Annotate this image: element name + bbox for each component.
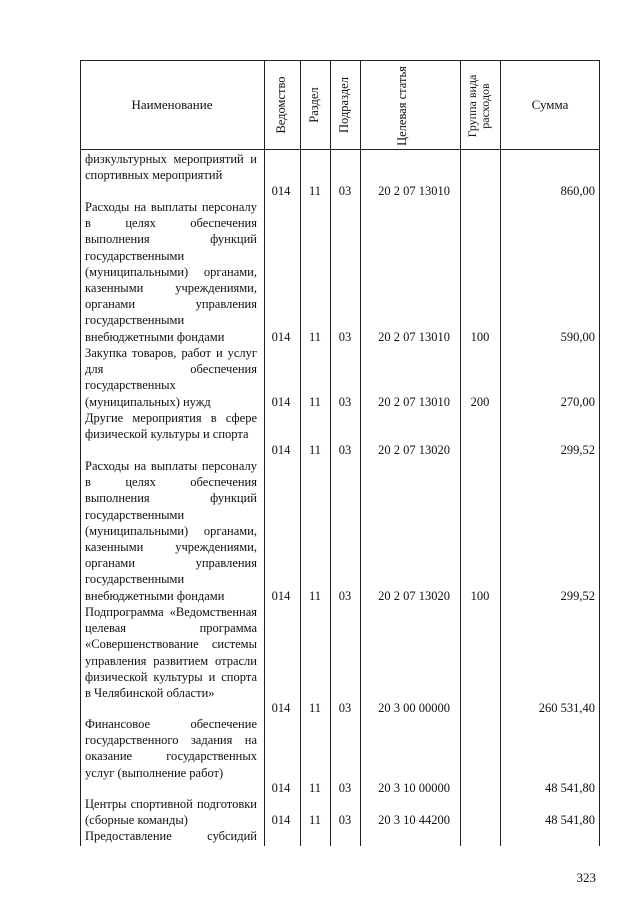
header-name: Наименование: [131, 96, 213, 112]
row-1-summa: 590,00: [560, 330, 595, 344]
row-2-summa: 270,00: [560, 395, 595, 409]
row-7-tselevaya: 20 3 10 44200: [378, 813, 450, 827]
row-4-summa: 299,52: [560, 589, 595, 603]
row-5-summa: 260 531,40: [538, 701, 595, 715]
row-0-description: физкультурных мероприятий и спортивных мероприятий: [85, 152, 257, 183]
row-3-tselevaya: 20 2 07 13020: [378, 443, 450, 457]
row-6-ved: 014: [271, 781, 291, 795]
header-gruppa: [466, 64, 494, 148]
row-1-podrazdel: 03: [338, 330, 352, 344]
row-1-tselevaya: 20 2 07 13010: [378, 330, 450, 344]
row-6-summa: 48 541,80: [545, 781, 595, 795]
row-3-podrazdel: 03: [338, 443, 352, 457]
header-tselevaya: [395, 64, 423, 148]
row-3-description: Другие мероприятия в сфере физической культуры и спорта: [85, 411, 257, 442]
row-3-ved: 014: [271, 443, 291, 457]
col-divider-6: [500, 60, 501, 846]
row-6-podrazdel: 03: [338, 781, 352, 795]
row-0-tselevaya: 20 2 07 13010: [378, 184, 450, 198]
col-divider-1: [264, 60, 265, 846]
row-4-description: Расходы на выплаты персоналу в целях обеспечения выполнения функций государственными (муниципальными) органами, казенными учреждениями, органами управления государственными внебюджетными фондами: [85, 459, 257, 603]
row-3-summa: 299,52: [560, 443, 595, 457]
row-4-razdel: 11: [308, 589, 322, 603]
header-razdel: Раздел: [307, 87, 321, 123]
row-1-description: Расходы на выплаты персоналу в целях обеспечения выполнения функций государственными (муниципальными) органами, казенными учреждениями, органами управления государственными внебюджетными фондами: [85, 200, 257, 344]
row-4-gruppa: 100: [470, 589, 490, 603]
row-5-razdel: 11: [308, 701, 322, 715]
row-0-summa: 860,00: [560, 184, 595, 198]
row-5-tselevaya: 20 3 00 00000: [378, 701, 450, 715]
header-summa: Сумма: [531, 96, 569, 112]
row-7-razdel: 11: [308, 813, 322, 827]
page-number: 323: [576, 870, 596, 885]
row-1-razdel: 11: [308, 330, 322, 344]
col-divider-2: [300, 60, 301, 846]
header-bottom-border: [80, 149, 600, 150]
col-divider-4: [360, 60, 361, 846]
row-7-podrazdel: 03: [338, 813, 352, 827]
row-0-podrazdel: 03: [338, 184, 352, 198]
row-5-description: Подпрограмма «Ведомственная целевая программа «Совершенствование системы управления развитием отрасли физической культуры и спорта в Челябинской области»: [85, 605, 257, 701]
row-4-ved: 014: [271, 589, 291, 603]
row-3-razdel: 11: [308, 443, 322, 457]
row-5-podrazdel: 03: [338, 701, 352, 715]
row-2-description: Закупка товаров, работ и услуг для обеспечения государственных (муниципальных) нужд: [85, 346, 257, 409]
col-divider-3: [330, 60, 331, 846]
row-2-gruppa: 200: [470, 395, 490, 409]
header-ved: Ведомство: [274, 76, 288, 134]
row-2-tselevaya: 20 2 07 13010: [378, 395, 450, 409]
row-6-razdel: 11: [308, 781, 322, 795]
row-6-tselevaya: 20 3 10 00000: [378, 781, 450, 795]
row-2-razdel: 11: [308, 395, 322, 409]
table-right-border: [599, 60, 600, 846]
row-0-ved: 014: [271, 184, 291, 198]
row-4-podrazdel: 03: [338, 589, 352, 603]
row-8-description: Предоставление субсидий: [85, 829, 257, 843]
header-gruppa-text: Группа вида расходов: [465, 74, 492, 138]
row-6-description: Финансовое обеспечение государственного задания на оказание государственных услуг (выполнение работ): [85, 717, 257, 780]
row-7-ved: 014: [271, 813, 291, 827]
row-7-summa: 48 541,80: [545, 813, 595, 827]
table-left-border: [80, 60, 81, 846]
row-2-ved: 014: [271, 395, 291, 409]
row-0-razdel: 11: [308, 184, 322, 198]
row-7-description: Центры спортивной подготовки (сборные команды): [85, 797, 257, 828]
row-2-podrazdel: 03: [338, 395, 352, 409]
row-4-tselevaya: 20 2 07 13020: [378, 589, 450, 603]
row-1-ved: 014: [271, 330, 291, 344]
header-podrazdel: Подраздел: [337, 77, 351, 133]
row-5-ved: 014: [271, 701, 291, 715]
header-tselevaya-text: Целевая статья: [395, 66, 409, 146]
row-1-gruppa: 100: [470, 330, 490, 344]
